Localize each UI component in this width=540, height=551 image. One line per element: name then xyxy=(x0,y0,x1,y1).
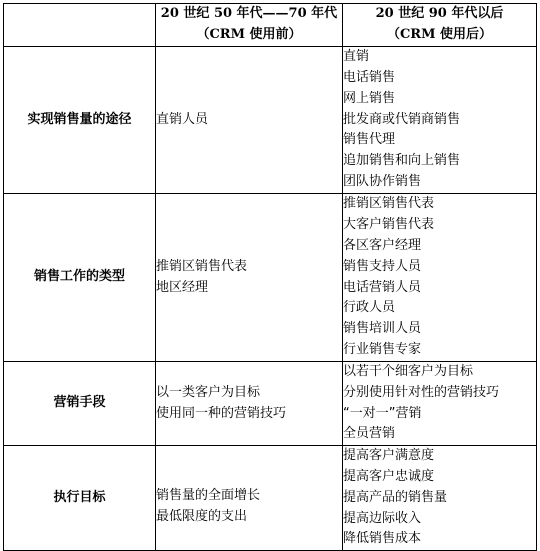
list-item: 提高客户满意度 xyxy=(343,448,435,464)
list-item: 以若干个细客户为目标 xyxy=(343,364,474,379)
table-row xyxy=(4,446,537,551)
list-item: 行业销售专家 xyxy=(343,341,422,357)
list-item: 直销 xyxy=(343,49,370,65)
list-item: 分别使用针对性的营销技巧 xyxy=(343,384,500,400)
list-item: 电话销售 xyxy=(343,70,396,85)
table-row xyxy=(4,47,537,194)
list-item: 行政人员 xyxy=(343,300,396,316)
list-item: 使用同一种的营销技巧 xyxy=(156,405,287,421)
row-label: 销售工作的类型 xyxy=(4,194,156,362)
list-item: 大客户销售代表 xyxy=(343,217,435,233)
list-item: 销售培训人员 xyxy=(343,321,422,337)
header-row xyxy=(4,4,537,47)
after-cell xyxy=(343,446,537,551)
after-cell xyxy=(343,362,537,446)
header-before-period: 20 世纪 50 年代——70 年代 xyxy=(160,6,338,22)
list-item: 追加销售和向上销售 xyxy=(343,153,461,169)
before-cell xyxy=(156,47,343,194)
list-item: 电话营销人员 xyxy=(343,279,422,295)
header-after-note: （CRM 使用后） xyxy=(386,27,493,42)
crm-comparison-table xyxy=(3,3,537,551)
list-item: 团队协作销售 xyxy=(343,173,422,189)
row-label: 营销手段 xyxy=(4,362,156,446)
list-item: 批发商或代销商销售 xyxy=(343,111,461,127)
list-item: 推销区销售代表 xyxy=(343,196,435,212)
list-item: “一对一”营销 xyxy=(343,405,422,421)
list-item: 销售量的全面增长 xyxy=(156,488,261,504)
header-empty-cell xyxy=(4,4,156,47)
list-item: 全员营销 xyxy=(343,426,396,442)
list-item: 降低销售成本 xyxy=(343,531,422,547)
list-item: 销售代理 xyxy=(343,132,396,148)
table-row xyxy=(4,362,537,446)
row-label: 执行目标 xyxy=(4,446,156,551)
after-cell xyxy=(343,194,537,362)
header-after-crm xyxy=(343,4,537,47)
header-before-note: （CRM 使用前） xyxy=(196,27,302,42)
before-cell xyxy=(156,194,343,362)
row-label: 实现销售量的途径 xyxy=(4,47,156,194)
list-item: 各区客户经理 xyxy=(343,237,422,253)
list-item: 网上销售 xyxy=(343,90,396,106)
table-row xyxy=(4,194,537,362)
list-item: 提高客户忠诚度 xyxy=(343,468,435,484)
list-item: 最低限度的支出 xyxy=(156,509,248,525)
header-after-period: 20 世纪 90 年代以后 xyxy=(375,6,504,22)
before-cell xyxy=(156,362,343,446)
list-item: 提高产品的销售量 xyxy=(343,489,448,505)
after-cell xyxy=(343,47,537,194)
list-item: 直销人员 xyxy=(156,111,209,127)
list-item: 地区经理 xyxy=(156,279,209,295)
list-item: 推销区销售代表 xyxy=(156,258,248,274)
header-before-crm xyxy=(156,4,343,47)
list-item: 销售支持人员 xyxy=(343,258,422,274)
before-cell xyxy=(156,446,343,551)
list-item: 提高边际收入 xyxy=(343,510,422,526)
list-item: 以一类客户为目标 xyxy=(156,384,261,400)
